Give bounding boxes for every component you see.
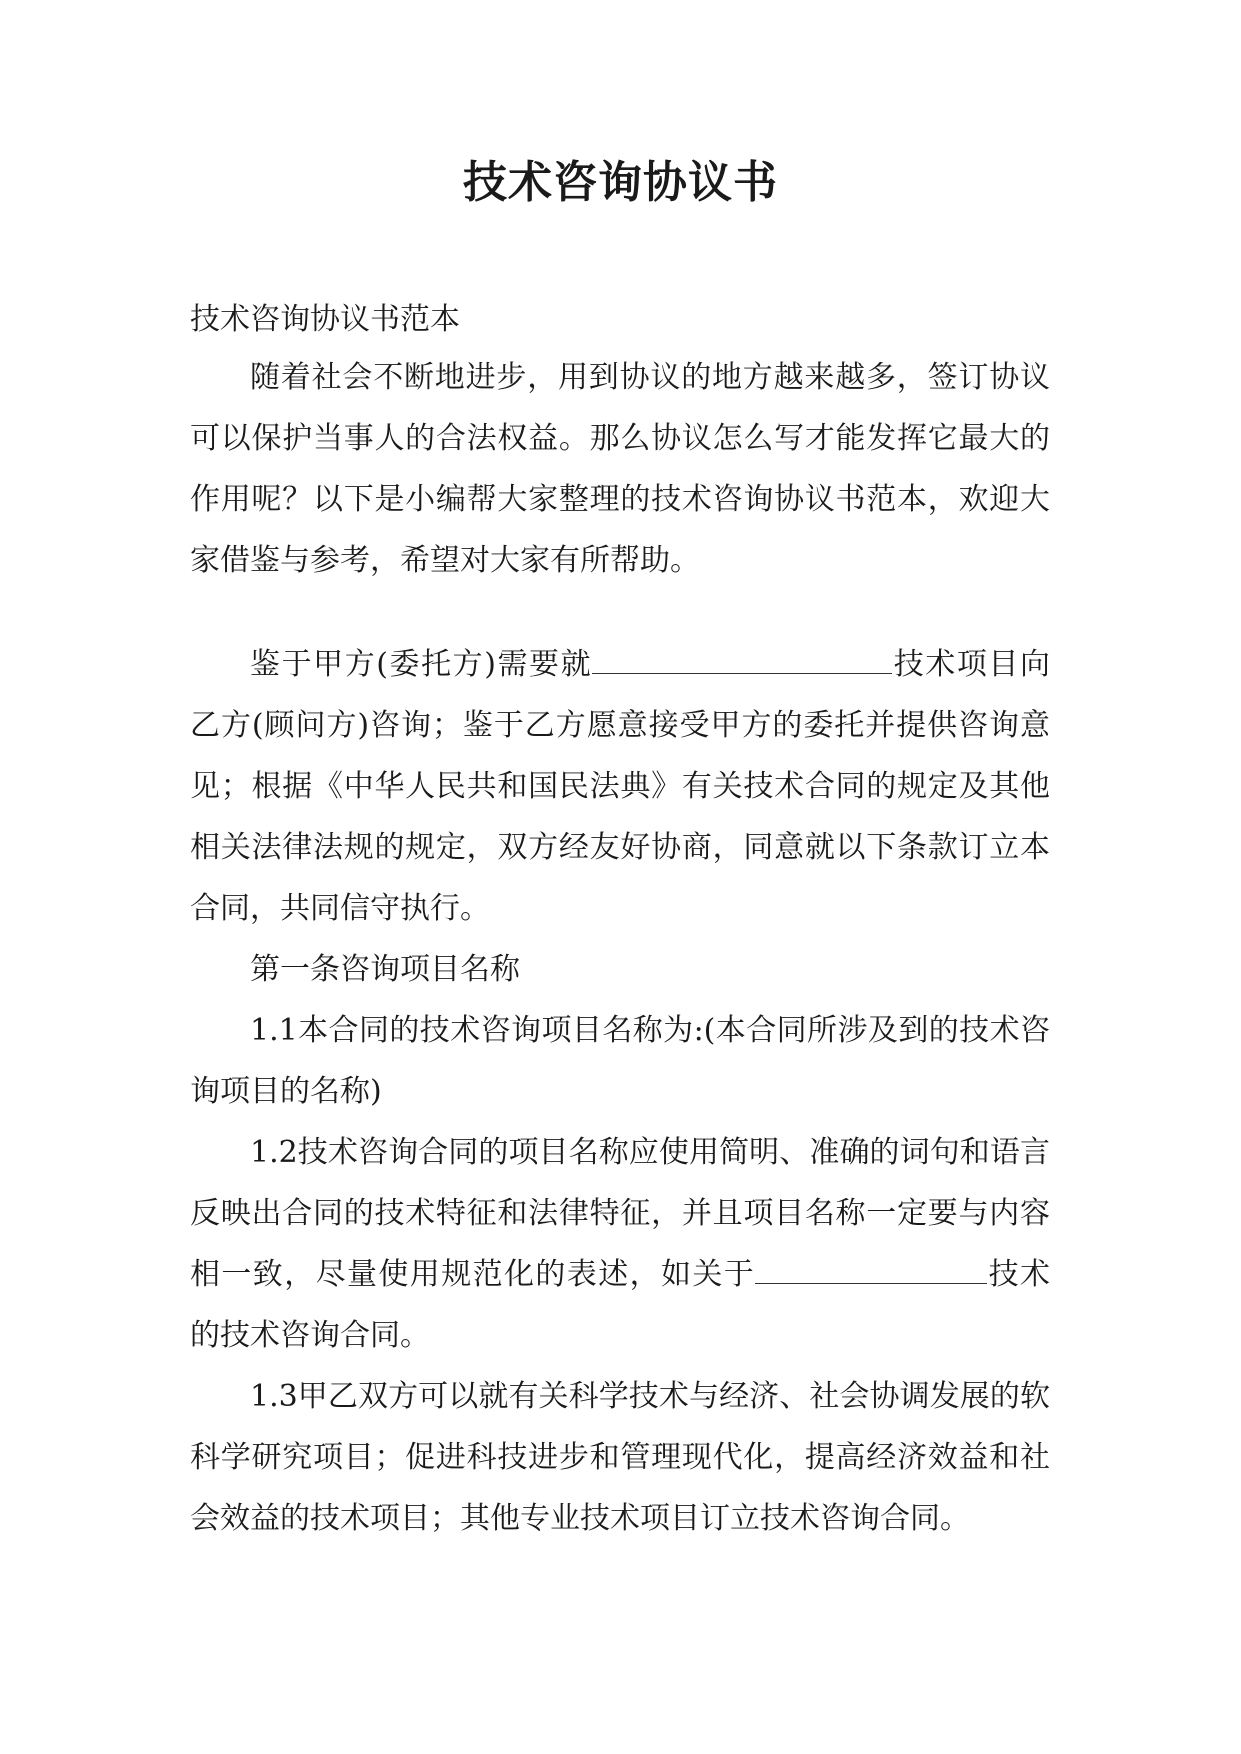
preamble-paragraph [190, 634, 1050, 939]
preamble-text-start: 鉴于甲方(委托方)需要就 [250, 647, 593, 682]
contract-body [190, 634, 1050, 1549]
clause-1-2-text-start: 1.2技术咨询合同的项目名称应使用简明、准确的词句和语言反映出合同的技术特征和法律特征，并且项目名称一定要与内容相一致，尽量使用规范化的表述，如关于 [190, 1135, 1050, 1292]
subtitle-text: 技术咨询协议书范本 [190, 302, 460, 337]
technology-name-blank [755, 1256, 987, 1284]
preamble-text-end: 技术项目向乙方(顾问方)咨询；鉴于乙方愿意接受甲方的委托并提供咨询意见；根据《中华人民共和国民法典》有关技术合同的规定及其他相关法律法规的规定，双方经友好协商，同意就以下条款订立本合同，共同信守执行。 [190, 647, 1050, 926]
article-1-heading: 第一条咨询项目名称 [250, 952, 520, 987]
intro-paragraph: 随着社会不断地进步，用到协议的地方越来越多，签订协议可以保护当事人的合法权益。那么协议怎么写才能发挥它最大的作用呢？以下是小编帮大家整理的技术咨询协议书范本，欢迎大家借鉴与参考，希望对大家有所帮助。 [190, 360, 1050, 578]
document-subtitle [190, 289, 1050, 350]
clause-1-2-text-end: 技术的技术咨询合同。 [190, 1257, 1051, 1353]
clause-1-1: 1.1本合同的技术咨询项目名称为:(本合同所涉及到的技术咨询项目的名称) [190, 1013, 1050, 1109]
clause-1-3: 1.3甲乙双方可以就有关科学技术与经济、社会协调发展的软科学研究项目；促进科技进步和管理现代化，提高经济效益和社会效益的技术项目；其他专业技术项目订立技术咨询合同。 [190, 1379, 1050, 1536]
intro-section [190, 347, 1050, 591]
project-name-blank [592, 646, 892, 674]
clause-1-2 [190, 1122, 1050, 1366]
document-title: 技术咨询协议书 [463, 157, 778, 208]
